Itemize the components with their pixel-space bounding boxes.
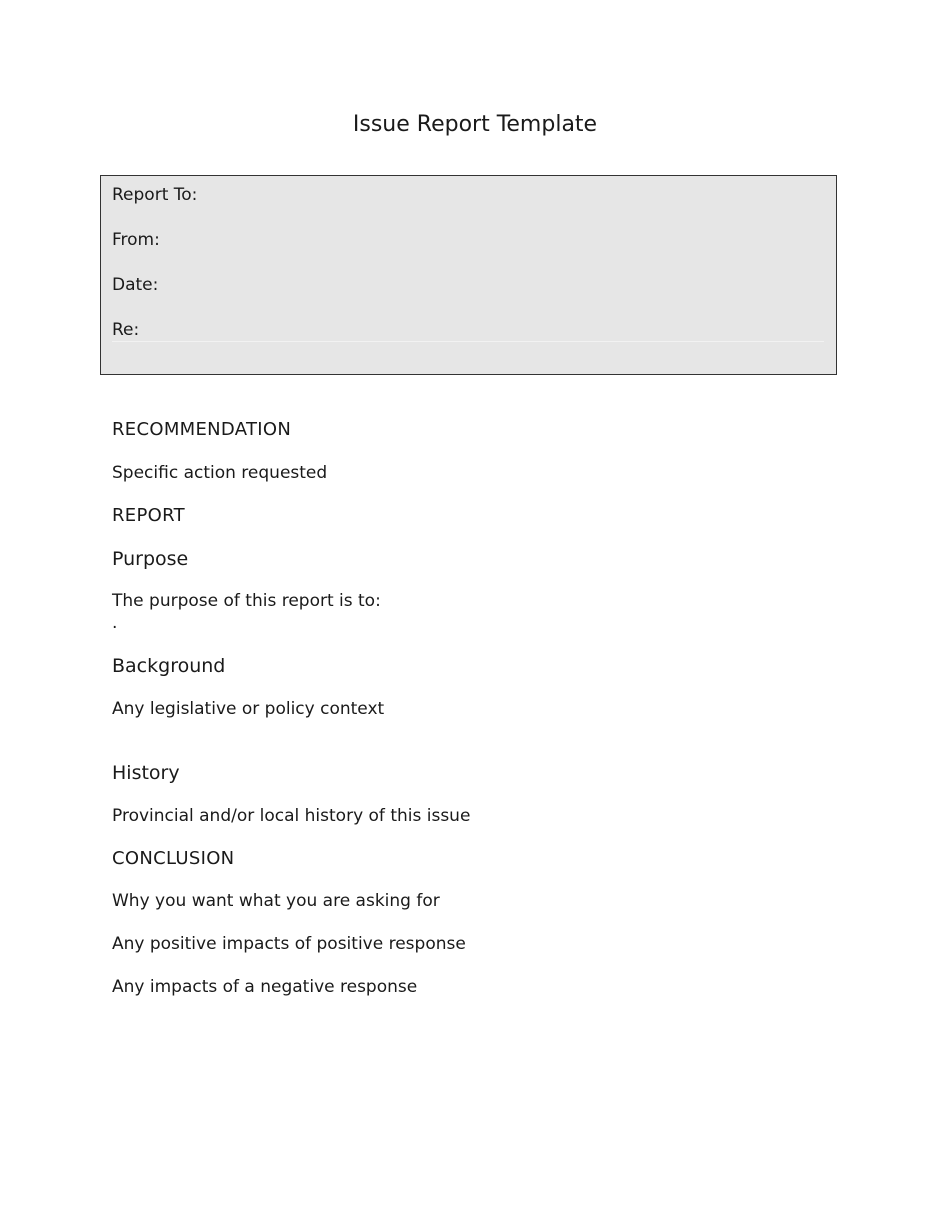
conclusion-item: Why you want what you are asking for <box>112 891 440 911</box>
report-heading: REPORT <box>112 505 185 526</box>
from-label: From: <box>112 230 160 250</box>
purpose-heading: Purpose <box>112 548 189 570</box>
history-text: Provincial and/or local history of this issue <box>112 806 471 826</box>
report-header-box <box>100 175 837 375</box>
document-title: Issue Report Template <box>352 112 598 137</box>
report-to-label: Report To: <box>112 185 198 205</box>
header-divider <box>112 341 824 342</box>
recommendation-text: Specific action requested <box>112 463 328 483</box>
recommendation-heading: RECOMMENDATION <box>112 419 292 440</box>
purpose-bullet: . <box>112 613 118 633</box>
history-heading: History <box>112 762 180 784</box>
re-label: Re: <box>112 320 140 340</box>
background-heading: Background <box>112 655 226 677</box>
purpose-text: The purpose of this report is to: <box>112 591 381 611</box>
conclusion-heading: CONCLUSION <box>112 848 235 869</box>
background-text: Any legislative or policy context <box>112 699 385 719</box>
date-label: Date: <box>112 275 159 295</box>
conclusion-item: Any impacts of a negative response <box>112 977 418 997</box>
conclusion-item: Any positive impacts of positive response <box>112 934 466 954</box>
